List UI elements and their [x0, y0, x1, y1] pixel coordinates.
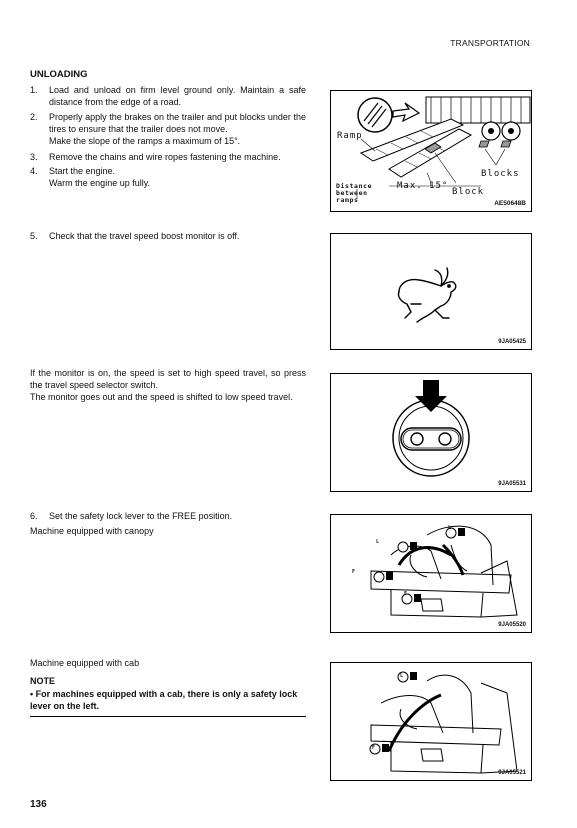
step-number: 6.	[30, 511, 38, 521]
figure-speed-selector-switch	[330, 373, 532, 492]
rabbit-icon	[331, 234, 531, 349]
canopy-seat-illustration	[331, 515, 531, 632]
step-item	[30, 84, 306, 108]
figure-canopy-lock-levers	[330, 514, 532, 633]
free-mark: F	[372, 745, 376, 751]
figure-code: 9JA05425	[498, 339, 526, 345]
step-number: 5.	[30, 231, 38, 241]
section-title: UNLOADING	[30, 69, 88, 80]
step-item	[30, 151, 306, 163]
step-text: Properly apply the brakes on the trailer and put blocks under the tires to ensure that the trailer does not move.	[49, 112, 306, 134]
step-text-continued: Warm the engine up fully.	[49, 178, 151, 188]
note-title: NOTE	[30, 676, 56, 686]
label-block: Block	[452, 187, 485, 197]
free-mark: F	[404, 591, 408, 597]
label-blocks: Blocks	[481, 169, 520, 179]
figure-code: 9JA05521	[498, 770, 526, 776]
page-number: 136	[30, 799, 47, 810]
free-mark: F	[352, 569, 356, 575]
label-distance-between-ramps: Distance between ramps	[336, 182, 373, 204]
figure-code: 9JA05531	[498, 481, 526, 487]
note-body: • For machines equipped with a cab, there is only a safety lock lever on the left.	[30, 689, 298, 711]
monitor-paragraph-line: If the monitor is on, the speed is set to high speed travel, so press the travel speed selector switch.	[30, 368, 306, 390]
step-item	[30, 165, 306, 189]
step-text: Load and unload on firm level ground only. Maintain a safe distance from the edge of a road.	[49, 85, 306, 107]
label-ramp: Ramp	[337, 131, 363, 141]
figure-travel-speed-monitor	[330, 233, 532, 350]
step-item	[30, 510, 306, 522]
step-number: 3.	[30, 152, 38, 162]
canopy-label: Machine equipped with canopy	[30, 526, 154, 536]
step-text: Check that the travel speed boost monitor is off.	[49, 231, 240, 241]
step-number: 4.	[30, 166, 38, 176]
label-max-slope: Max. 15°	[397, 181, 449, 191]
monitor-paragraph-line: The monitor goes out and the speed is shifted to low speed travel.	[30, 392, 293, 402]
step-text: Start the engine.	[49, 166, 116, 176]
lock-mark: L	[448, 525, 452, 531]
cab-seat-illustration	[331, 663, 531, 780]
step-text: Remove the chains and wire ropes fastening the machine.	[49, 152, 281, 162]
figure-code: 9JA05520	[498, 622, 526, 628]
selector-switch-illustration	[331, 374, 531, 491]
running-header: TRANSPORTATION	[450, 38, 530, 48]
figure-cab-lock-lever	[330, 662, 532, 781]
step-number: 1.	[30, 85, 38, 95]
lock-mark: L	[376, 539, 380, 545]
step-number: 2.	[30, 112, 38, 122]
step-text: Set the safety lock lever to the FREE position.	[49, 511, 233, 521]
step-text-continued: Make the slope of the ramps a maximum of 15°.	[49, 136, 241, 146]
step-item	[30, 111, 306, 147]
note-divider	[30, 716, 306, 717]
figure-code: AE50648B	[494, 200, 526, 207]
step-item	[30, 230, 306, 242]
monitor-paragraph	[30, 367, 306, 403]
lock-mark: L	[400, 673, 404, 679]
figure-trailer-ramps	[330, 90, 532, 212]
cab-label: Machine equipped with cab	[30, 658, 140, 668]
